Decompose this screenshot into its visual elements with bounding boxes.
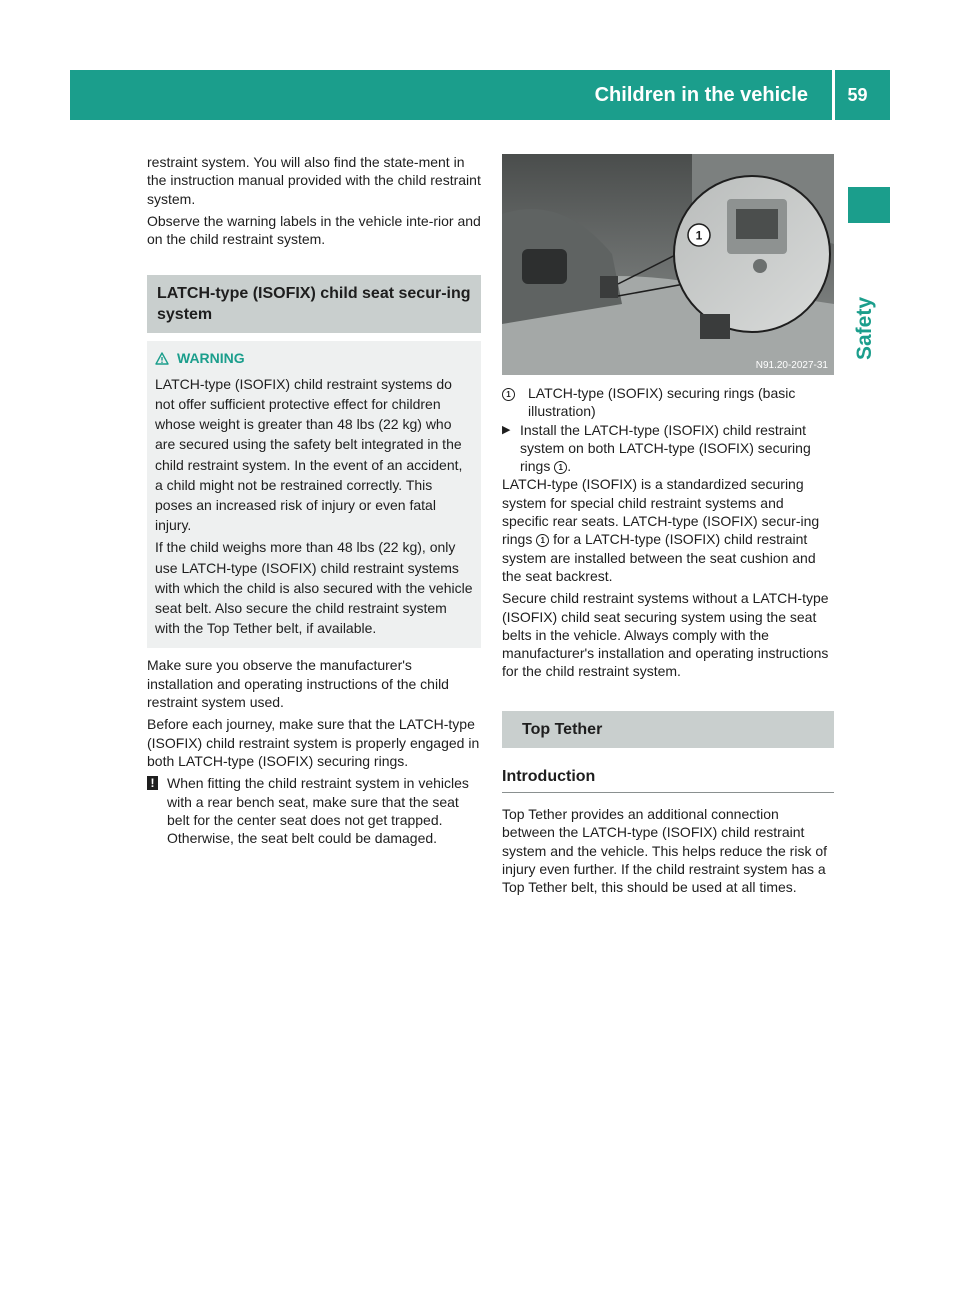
warning-text: If the child weighs more than 48 lbs (22 kg), only use LATCH-type (ISOFIX) child restraint systems with which the child is also secured with the vehicle seat belt. Also secure the child restraint system with the Top Tether belt, if available. — [155, 539, 473, 637]
paragraph: Top Tether provides an additional connection between the LATCH-type (ISOFIX) child restraint system and the vehicle. This helps reduce the risk of injury even further. If the child restraint system has a Top Tether belt, this should be used at all times. — [502, 806, 828, 896]
paragraph: restraint system. You will also find the state-ment in the instruction manual provided with the child restraint system. — [147, 154, 481, 207]
warning-triangle-icon — [155, 352, 169, 365]
exclamation-icon: ! — [147, 776, 158, 790]
right-column — [502, 154, 834, 901]
callout-ref: 1 — [536, 534, 549, 547]
step-text: Install the LATCH-type (ISOFIX) child restraint system on both LATCH-type (ISOFIX) securing rings — [520, 421, 811, 475]
warning-label: WARNING — [177, 350, 245, 367]
page-header — [70, 70, 890, 120]
left-column — [147, 153, 481, 847]
legend-item — [502, 384, 834, 421]
callout-ref: 1 — [554, 461, 567, 474]
sub-heading: Introduction — [502, 756, 834, 793]
callout-ref: 1 — [502, 388, 515, 401]
step-arrow-icon: ▶ — [502, 423, 511, 436]
paragraph: Observe the warning labels in the vehicle inte-rior and on the child restraint system. — [147, 212, 481, 248]
section-heading: LATCH-type (ISOFIX) child seat secur-ing system — [147, 275, 481, 333]
note — [147, 774, 481, 847]
chapter-title: Children in the vehicle — [594, 84, 808, 106]
section-heading: Top Tether — [502, 711, 834, 748]
warning-box — [147, 341, 481, 648]
page-number: 59 — [847, 85, 868, 105]
section-tab — [848, 187, 890, 223]
isofix-illustration — [502, 154, 834, 375]
paragraph: Before each journey, make sure that the LATCH-type (ISOFIX) child restraint system is properly engaged in both LATCH-type (ISOFIX) securing rings. — [147, 716, 480, 769]
legend-text: LATCH-type (ISOFIX) securing rings (basic illustration) — [528, 385, 796, 420]
image-code: N91.20-2027-31 — [755, 360, 828, 371]
callout-number: 1 — [695, 228, 703, 243]
warning-header — [155, 349, 473, 367]
warning-text: LATCH-type (ISOFIX) child restraint systems do not offer sufficient protective effect for children whose weight is greater than 48 lbs (22 kg) who are secured using the safety belt integrated in the child restraint system. In the event of an accident, a child might not be restrained correctly. This poses an increased risk of injury or even fatal injury. — [155, 375, 463, 534]
paragraph: LATCH-type (ISOFIX) is a standardized securing system for special child restraint systems and specific rear seats. LATCH-type (ISOFIX) secur-ing rings 1 for a LATCH-type (ISOFIX) child restraint system are installed between the seat cushion and the seat backrest. — [502, 476, 820, 584]
paragraph: Secure child restraint systems without a LATCH-type (ISOFIX) child seat securing system using the seat belts in the vehicle. Always comply with the manufacturer's installation and operating instructions for the child restraint system. — [502, 590, 829, 680]
instruction-step: ▶ Install the LATCH-type (ISOFIX) child restraint system on both LATCH-type (ISOFIX) securing rings 1 . — [502, 421, 811, 475]
section-label: Safety — [853, 296, 876, 360]
paragraph: Make sure you observe the manufacturer's installation and operating instructions of the child restraint system used. — [147, 657, 449, 711]
note-text: When fitting the child restraint system in vehicles with a rear bench seat, make sure that the seat belt for the center seat does not get trapped. Otherwise, the seat belt could be damaged. — [167, 775, 469, 847]
